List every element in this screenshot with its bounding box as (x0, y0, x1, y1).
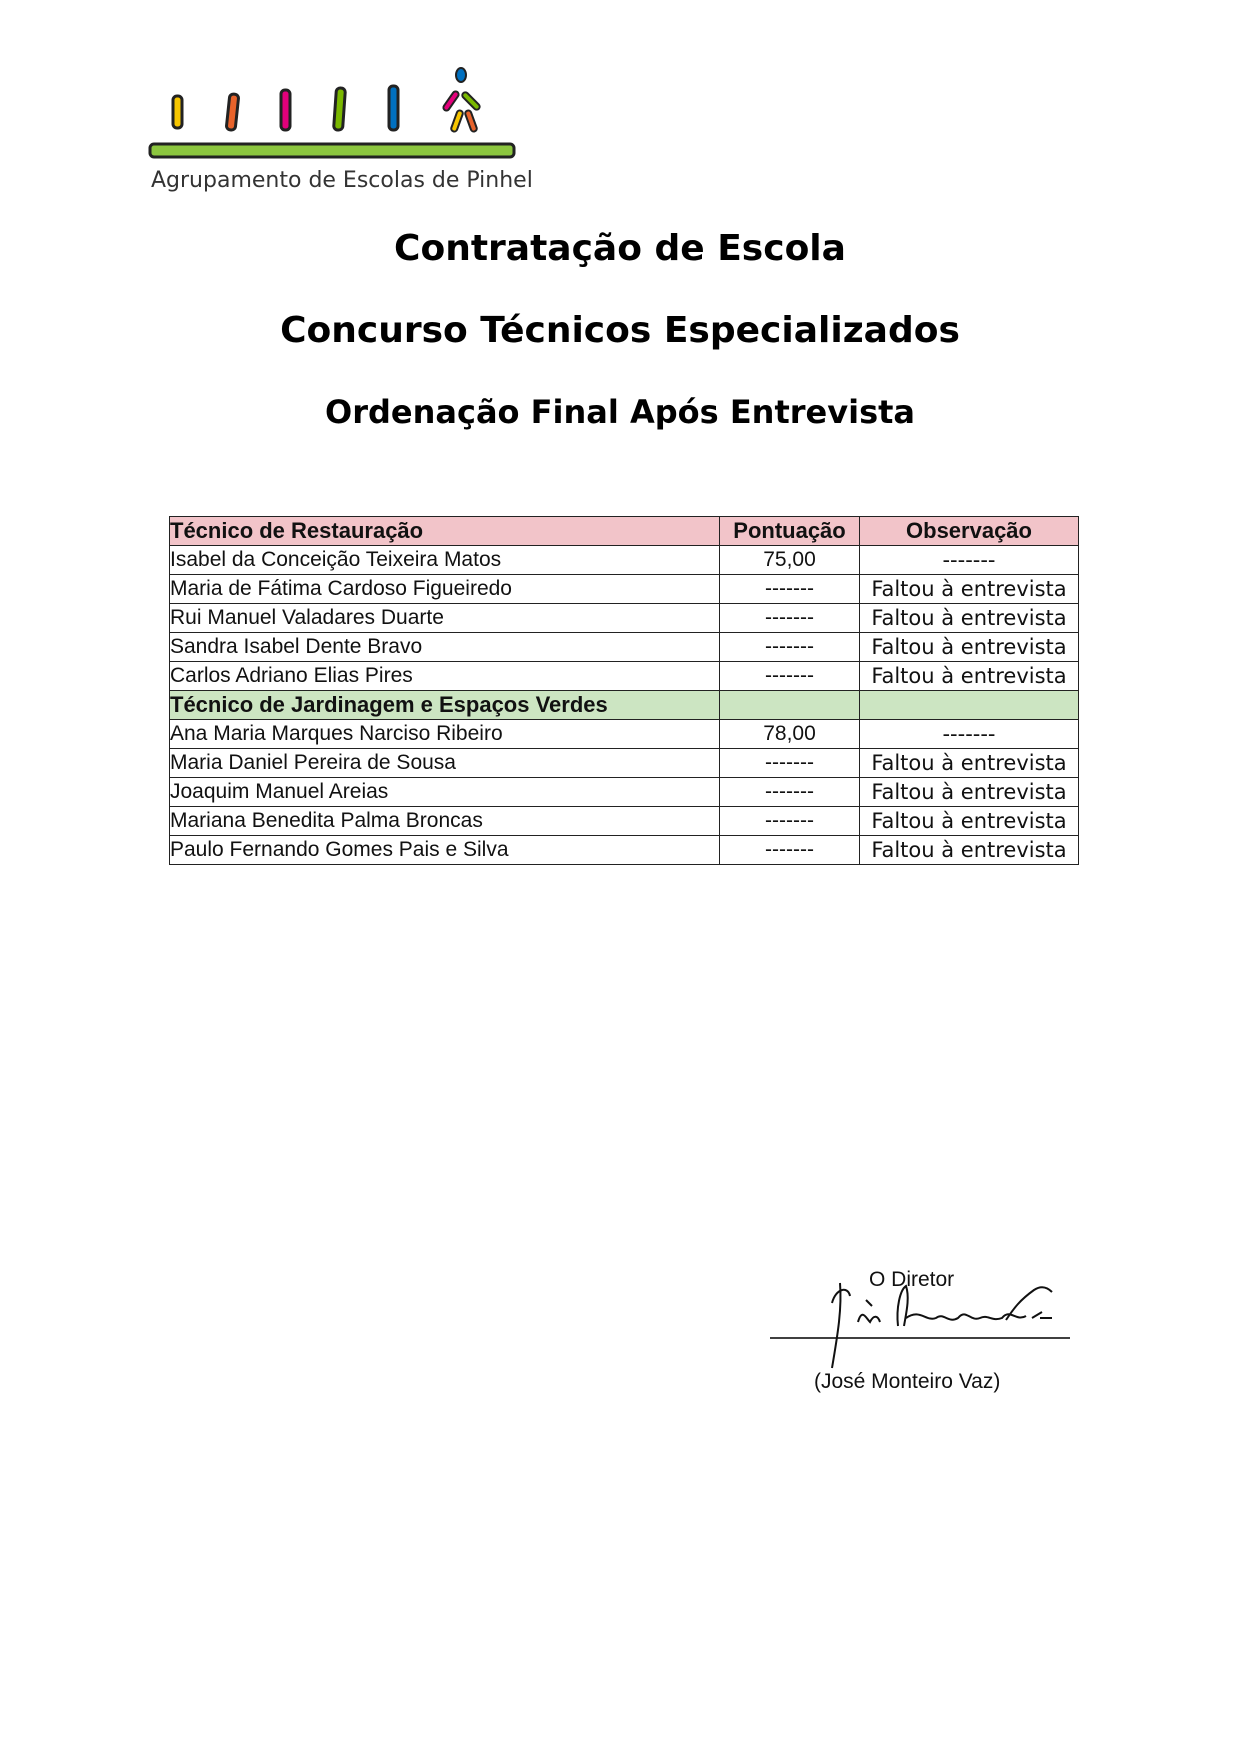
candidate-score: ------- (720, 662, 860, 691)
candidate-name: Sandra Isabel Dente Bravo (170, 633, 720, 662)
score-column-header: Pontuação (720, 517, 860, 546)
director-name: (José Monteiro Vaz) (814, 1370, 1001, 1393)
candidate-score: ------- (720, 749, 860, 778)
candidate-name: Mariana Benedita Palma Broncas (170, 807, 720, 836)
candidate-observation: Faltou à entrevista (860, 807, 1079, 836)
table-row (170, 633, 1079, 662)
candidate-name: Isabel da Conceição Teixeira Matos (170, 546, 720, 575)
observation-column-header: Observação (860, 517, 1079, 546)
candidate-score: ------- (720, 807, 860, 836)
candidate-score: ------- (720, 633, 860, 662)
candidate-score: 78,00 (720, 720, 860, 749)
candidate-name: Ana Maria Marques Narciso Ribeiro (170, 720, 720, 749)
candidate-score: ------- (720, 604, 860, 633)
candidate-name: Rui Manuel Valadares Duarte (170, 604, 720, 633)
director-signature-icon (770, 1278, 1070, 1373)
page-title: Contratação de Escola (394, 228, 846, 269)
candidate-observation: ------- (860, 546, 1079, 575)
candidate-observation: Faltou à entrevista (860, 575, 1079, 604)
category-header-row (170, 691, 1079, 720)
org-name: Agrupamento de Escolas de Pinhel (151, 168, 533, 193)
candidate-score: 75,00 (720, 546, 860, 575)
candidate-score: ------- (720, 836, 860, 865)
school-logo (148, 60, 533, 200)
table-row (170, 807, 1079, 836)
candidate-name: Carlos Adriano Elias Pires (170, 662, 720, 691)
candidate-observation: Faltou à entrevista (860, 633, 1079, 662)
table-row (170, 575, 1079, 604)
table-row (170, 720, 1079, 749)
candidate-score: ------- (720, 778, 860, 807)
empty-cell (720, 691, 860, 720)
candidate-observation: ------- (860, 720, 1079, 749)
candidate-score: ------- (720, 575, 860, 604)
director-label: O Diretor (869, 1268, 955, 1291)
candidate-name: Joaquim Manuel Areias (170, 778, 720, 807)
table-row (170, 662, 1079, 691)
category-label: Técnico de Jardinagem e Espaços Verdes (170, 691, 720, 720)
candidate-name: Paulo Fernando Gomes Pais e Silva (170, 836, 720, 865)
candidate-observation: Faltou à entrevista (860, 662, 1079, 691)
page-subtitle: Concurso Técnicos Especializados (280, 310, 960, 351)
candidate-observation: Faltou à entrevista (860, 778, 1079, 807)
table-row (170, 836, 1079, 865)
category-header-row (170, 517, 1079, 546)
table-row (170, 546, 1079, 575)
table-row (170, 749, 1079, 778)
candidate-observation: Faltou à entrevista (860, 604, 1079, 633)
table-row (170, 778, 1079, 807)
candidate-observation: Faltou à entrevista (860, 749, 1079, 778)
candidate-observation: Faltou à entrevista (860, 836, 1079, 865)
school-logo-icon (148, 60, 528, 170)
candidate-name: Maria Daniel Pereira de Sousa (170, 749, 720, 778)
table-row (170, 604, 1079, 633)
category-label: Técnico de Restauração (170, 517, 720, 546)
empty-cell (860, 691, 1079, 720)
candidate-name: Maria de Fátima Cardoso Figueiredo (170, 575, 720, 604)
results-table (169, 516, 1079, 865)
section-title: Ordenação Final Após Entrevista (325, 393, 915, 431)
